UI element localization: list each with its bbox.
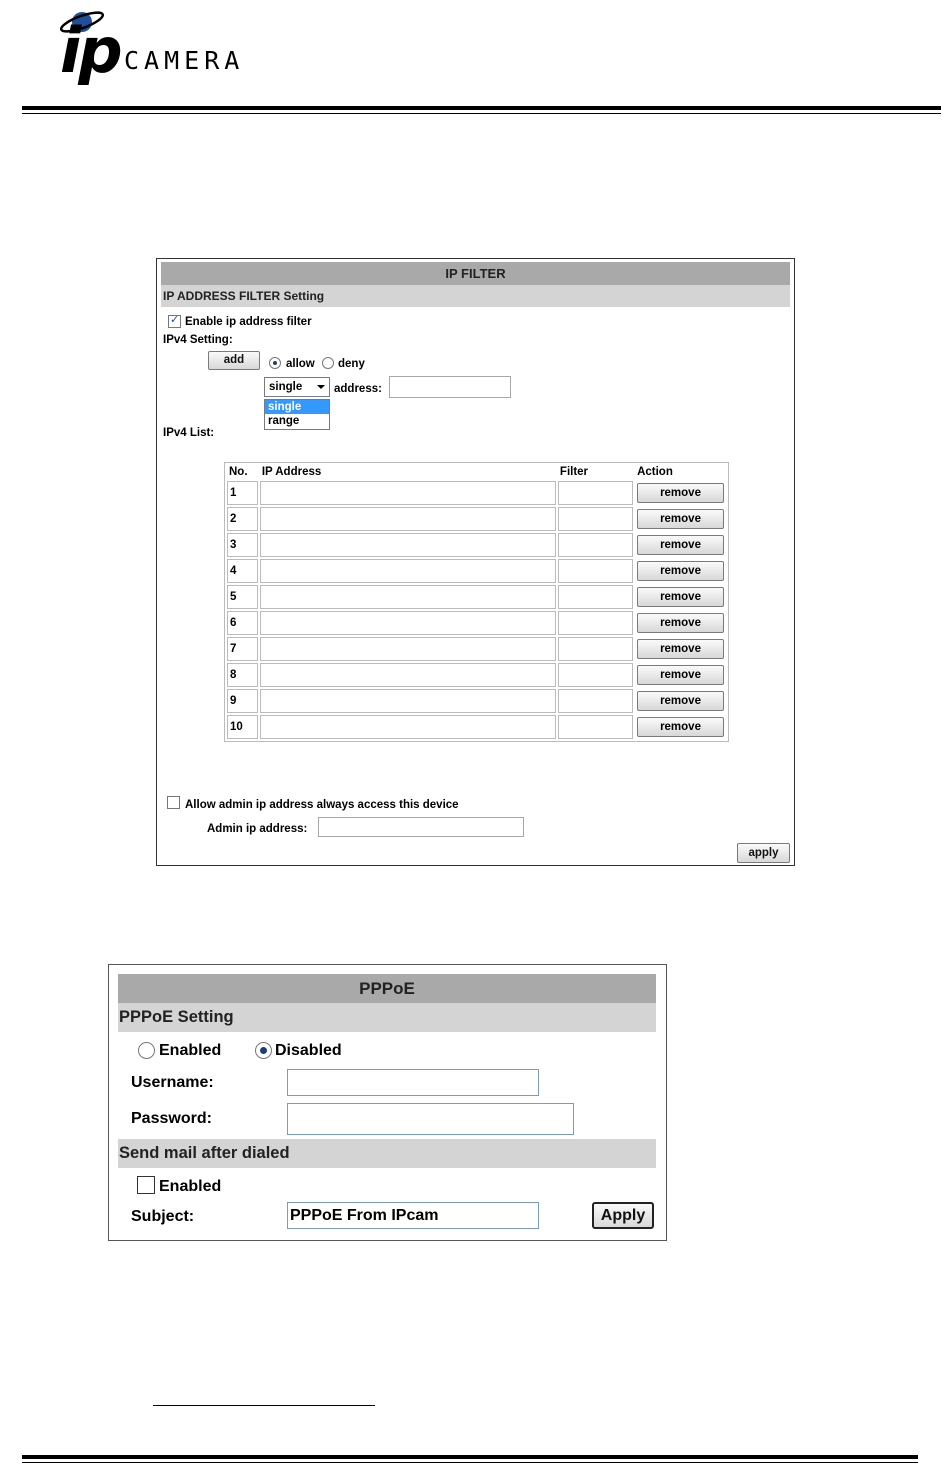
mode-select-value: single: [269, 381, 303, 393]
send-mail-section-title: Send mail after dialed: [118, 1139, 656, 1168]
pppoe-panel: [108, 964, 667, 1241]
header-action: Action: [637, 466, 673, 478]
enable-filter-checkbox[interactable]: [168, 315, 181, 328]
mail-enabled-checkbox[interactable]: [137, 1176, 155, 1194]
row-no: 9: [227, 689, 258, 713]
pppoe-disabled-label: Disabled: [275, 1042, 342, 1059]
row-no: 5: [227, 585, 258, 609]
ipv4-list-label: IPv4 List:: [163, 427, 215, 439]
ip-filter-panel: [156, 258, 795, 866]
remove-button[interactable]: remove: [637, 483, 724, 503]
remove-button[interactable]: remove: [637, 665, 724, 685]
pppoe-apply-button[interactable]: Apply: [592, 1202, 654, 1229]
header-rule: [22, 106, 941, 110]
ipv4-list-table: [224, 462, 729, 742]
remove-button[interactable]: remove: [637, 509, 724, 529]
ip-filter-section-title: IP ADDRESS FILTER Setting: [161, 285, 790, 307]
row-filter: [558, 715, 633, 739]
mode-dropdown-list: [264, 399, 330, 430]
mode-select[interactable]: [264, 377, 330, 397]
ip-filter-title: IP FILTER: [161, 262, 790, 285]
footnote-separator: [153, 1405, 375, 1406]
username-label: Username:: [131, 1074, 214, 1091]
table-row: [227, 507, 726, 531]
row-no: 1: [227, 481, 258, 505]
header-no: No.: [229, 466, 248, 478]
footer-rule: [22, 1455, 918, 1459]
table-header-row: [227, 465, 726, 479]
table-row: [227, 559, 726, 583]
password-label: Password:: [131, 1110, 212, 1127]
ip-camera-logo: [40, 6, 310, 96]
row-ip: [260, 715, 556, 739]
table-row: [227, 533, 726, 557]
row-filter: [558, 585, 633, 609]
admin-always-checkbox[interactable]: [167, 796, 180, 809]
allow-radio[interactable]: [269, 357, 281, 369]
remove-button[interactable]: remove: [637, 535, 724, 555]
apply-button[interactable]: apply: [737, 843, 790, 863]
admin-ip-label: Admin ip address:: [207, 823, 308, 835]
logo-camera-text: CAMERA: [124, 46, 245, 75]
row-ip: [260, 559, 556, 583]
row-filter: [558, 533, 633, 557]
row-filter: [558, 637, 633, 661]
table-row: [227, 481, 726, 505]
row-ip: [260, 611, 556, 635]
admin-always-label: Allow admin ip address always access this device: [185, 799, 459, 811]
row-filter: [558, 689, 633, 713]
row-no: 8: [227, 663, 258, 687]
header-rule-thin: [22, 113, 941, 114]
row-ip: [260, 533, 556, 557]
pppoe-section-title: PPPoE Setting: [118, 1003, 656, 1032]
row-no: 6: [227, 611, 258, 635]
chevron-down-icon: [317, 385, 325, 389]
ipv4-setting-label: IPv4 Setting:: [163, 334, 233, 346]
admin-ip-input[interactable]: [318, 817, 524, 837]
header-ip-address: IP Address: [261, 466, 322, 478]
row-no: 10: [227, 715, 258, 739]
pppoe-enabled-label: Enabled: [159, 1042, 222, 1059]
row-no: 4: [227, 559, 258, 583]
header-filter: Filter: [559, 466, 589, 478]
row-ip: [260, 507, 556, 531]
table-row: [227, 689, 726, 713]
row-filter: [558, 507, 633, 531]
pppoe-disabled-radio[interactable]: [255, 1042, 272, 1059]
remove-button[interactable]: remove: [637, 717, 724, 737]
remove-button[interactable]: remove: [637, 561, 724, 581]
deny-label: deny: [338, 358, 365, 370]
table-row: [227, 611, 726, 635]
mode-option-range[interactable]: range: [268, 415, 300, 427]
remove-button[interactable]: remove: [637, 691, 724, 711]
table-row: [227, 585, 726, 609]
logo-ip-text: ip: [60, 14, 120, 87]
enable-filter-label: Enable ip address filter: [185, 316, 312, 328]
address-label: address:: [334, 383, 382, 395]
remove-button[interactable]: remove: [637, 613, 724, 633]
allow-label: allow: [286, 358, 315, 370]
table-row: [227, 715, 726, 739]
row-no: 7: [227, 637, 258, 661]
row-ip: [260, 481, 556, 505]
row-no: 2: [227, 507, 258, 531]
address-input[interactable]: [389, 376, 511, 398]
mail-enabled-label: Enabled: [159, 1178, 222, 1195]
row-filter: [558, 611, 633, 635]
row-ip: [260, 663, 556, 687]
row-ip: [260, 585, 556, 609]
row-ip: [260, 637, 556, 661]
row-filter: [558, 559, 633, 583]
row-filter: [558, 481, 633, 505]
password-input[interactable]: [287, 1103, 574, 1135]
pppoe-enabled-radio[interactable]: [138, 1042, 155, 1059]
footer-rule-thin: [22, 1462, 918, 1463]
subject-input[interactable]: PPPoE From IPcam: [287, 1202, 539, 1229]
table-row: [227, 637, 726, 661]
row-ip: [260, 689, 556, 713]
row-no: 3: [227, 533, 258, 557]
add-button[interactable]: add: [208, 351, 260, 370]
row-filter: [558, 663, 633, 687]
table-row: [227, 663, 726, 687]
mode-option-single[interactable]: single: [265, 400, 329, 414]
remove-button[interactable]: remove: [637, 639, 724, 659]
deny-radio[interactable]: [322, 357, 334, 369]
username-input[interactable]: [287, 1069, 539, 1096]
subject-label: Subject:: [131, 1208, 195, 1225]
pppoe-title: PPPoE: [118, 974, 656, 1003]
remove-button[interactable]: remove: [637, 587, 724, 607]
